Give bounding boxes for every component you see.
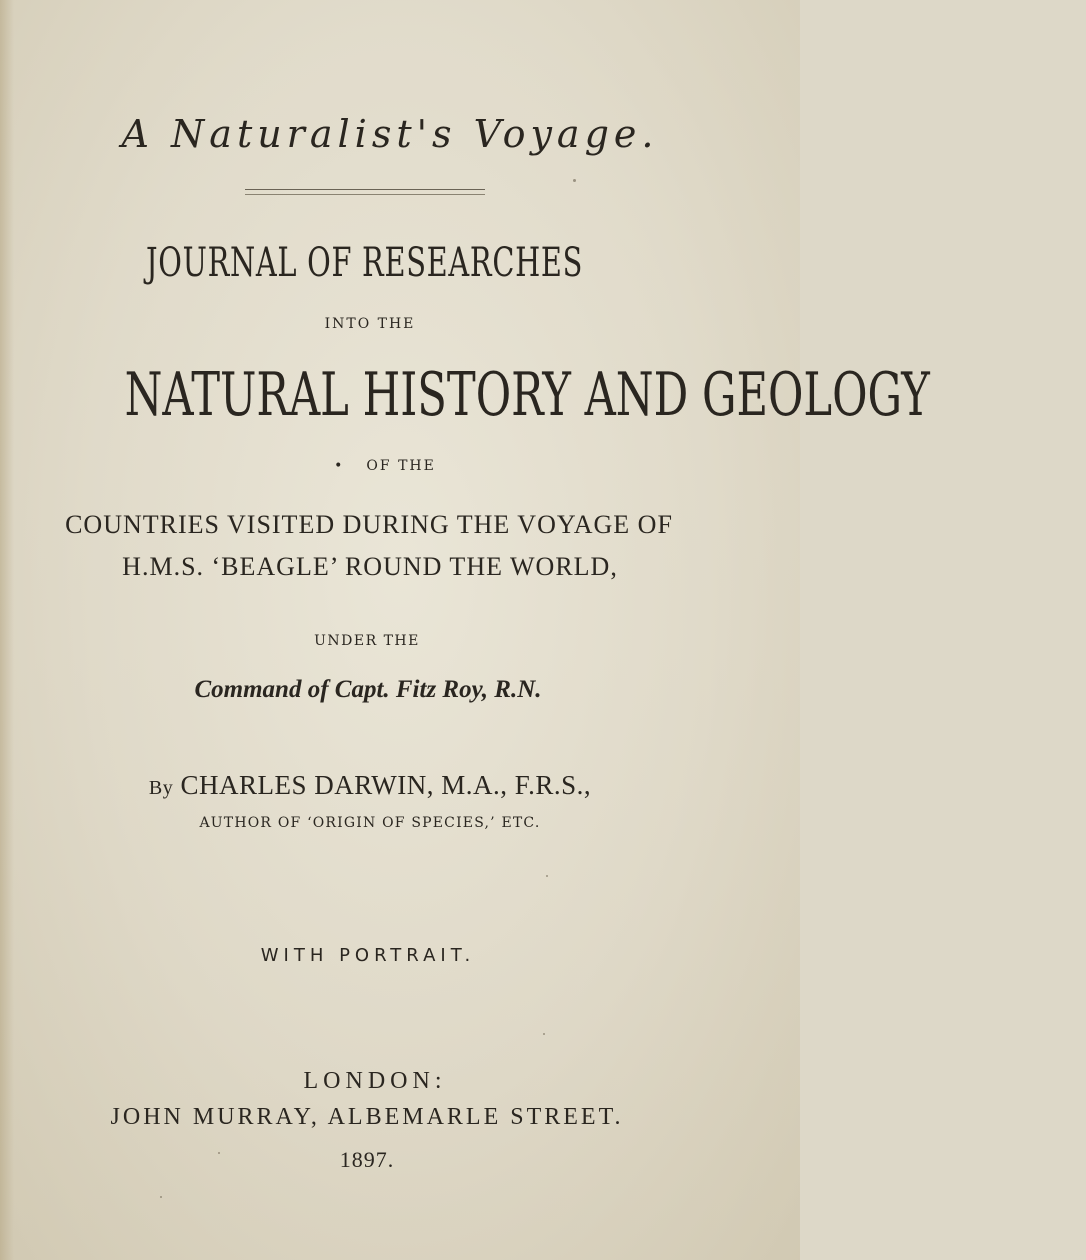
ornamental-rule-bottom — [245, 194, 485, 195]
paper-speck — [160, 1196, 162, 1198]
ornamental-rule-top — [245, 189, 485, 190]
under-the-text: UNDER THE — [314, 633, 420, 649]
paper-speck — [573, 179, 576, 182]
into-the-text: INTO THE — [324, 316, 416, 332]
bullet-dot: • — [334, 458, 345, 474]
author-name: CHARLES DARWIN, M.A., F.R.S., — [180, 770, 592, 800]
imprint-place: LONDON: — [303, 1068, 447, 1094]
subject-heading — [0, 360, 930, 430]
of-the-line — [0, 458, 785, 474]
subject-heading-text: NATURAL HISTORY AND GEOLOGY — [124, 360, 930, 430]
paper-speck — [546, 875, 548, 877]
of-the-text: OF THE — [366, 458, 436, 474]
with-portrait: WITH PORTRAIT. — [260, 945, 476, 966]
countries-line: COUNTRIES VISITED DURING THE VOYAGE OF — [65, 510, 673, 539]
author-credit: AUTHOR OF ‘ORIGIN OF SPECIES,’ ETC. — [199, 815, 541, 831]
paper-speck — [218, 1152, 220, 1154]
paper-speck — [543, 1033, 545, 1035]
command-line: Command of Capt. Fitz Roy, R.N. — [194, 676, 542, 703]
ship-line: H.M.S. ‘BEAGLE’ ROUND THE WORLD, — [122, 552, 618, 581]
journal-heading — [0, 240, 765, 286]
imprint-publisher: JOHN MURRAY, ALBEMARLE STREET. — [110, 1104, 624, 1130]
journal-heading-text: JOURNAL OF RESEARCHES — [146, 240, 584, 286]
imprint-year: 1897. — [339, 1147, 395, 1172]
series-title: A Naturalist's Voyage. — [121, 112, 659, 156]
by-label: By — [148, 777, 174, 799]
author-line — [0, 770, 770, 801]
